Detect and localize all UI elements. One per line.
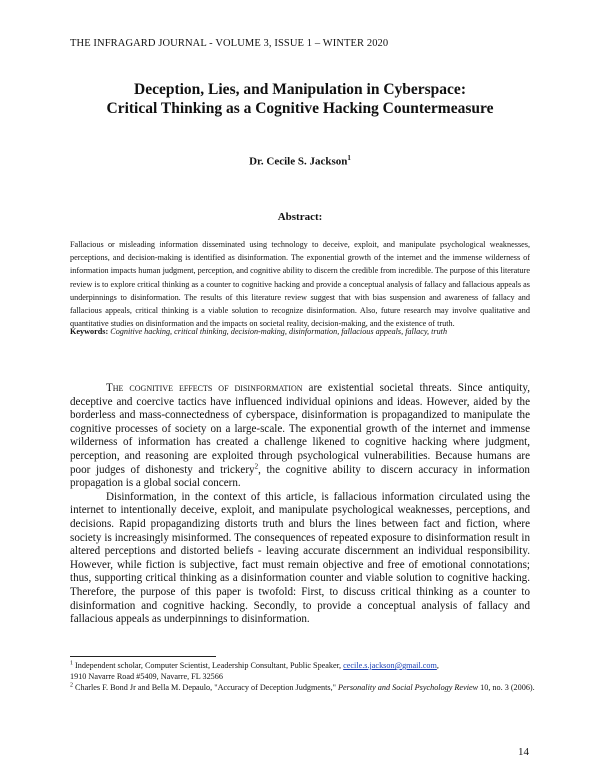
- footnote-1-address: 1910 Navarre Road #5409, Navarre, FL 32566: [70, 672, 223, 682]
- body-paragraph-2: Disinformation, in the context of this article, is fallacious information circulated using the internet to intentionally deceive, exploit, and manipulate psychological weaknesses, perceptions, and decisions. Rapid propagandizing distorts truth and blurs the lines between fact and fiction, where society is increasingly misinformed. The consequences of repeated exposure to disinformation result in altered perceptions and distorted beliefs - leaving accurate discernment an individual responsibility. However, while fiction is subjective, fact must remain objective and free of emotional connotations; thus, supporting critical thinking as a disinformation counter and viable solution to cognitive hacking. Therefore, the purpose of this paper is twofold: First, to discuss critical thinking as a counter to disinformation and cognitive hacking. Secondly, to provide a conceptual analysis of fallacy and fallacious appeals as underpinnings to disinformation.: [70, 490, 530, 626]
- footnote-1-text: Independent scholar, Computer Scientist, Leadership Consultant, Public Speaker,: [73, 661, 344, 670]
- author-email-link[interactable]: cecile.s.jackson@gmail.com: [343, 661, 437, 670]
- abstract-text: Fallacious or misleading information disseminated using technology to deceive, exploit, and manipulate psychological weaknesses, perceptions, and decision-making is identified as disinformation. The exponential growth of the internet and the immense wilderness of information impacts human judgment, perception, and cognitive ability to discern the credible from incredible. The purpose of this literature review is to explore critical thinking as a counter to cognitive hacking and provide a conceptual analysis of fallacy and fallacious appeals as underpinnings to disinformation. The results of this literature review suggest that with bias suspension and awareness of fallacy and fallacious appeals, critical thinking is a viable solution to recognize disinformation. Also, future research may involve qualitative and quantitative studies on disinformation and the impacts on societal reality, decision-making, and the existence of truth.: [70, 240, 530, 329]
- title-line-2: Critical Thinking as a Cognitive Hacking Countermeasure: [106, 100, 494, 117]
- keywords: [70, 326, 540, 338]
- title-line-1: Deception, Lies, and Manipulation in Cyberspace:: [134, 81, 466, 98]
- author: [0, 154, 600, 168]
- footnote-marker[interactable]: 2: [254, 461, 259, 470]
- footnotes: [70, 660, 540, 694]
- body-paragraph-1: [70, 382, 530, 491]
- author-name: Dr. Cecile S. Jackson: [249, 155, 348, 168]
- keywords-label: Keywords:: [70, 327, 109, 336]
- body-text: are existential societal threats. Since antiquity, deceptive and coercive tactics have influenced individual opinions and ideas. However, aided by the borderless and mass-connectedness of cyberspace, disinformation is propagandized to manipulate the cognitive processes of society on a large-scale. The exponential growth of the internet and immense wilderness of information has created a challenge likened to cognitive hacking where judgment, perception, and reasoning are exploited through psychological vulnerabilities. Because humans are poor judges of dishonesty and trickery: [70, 382, 530, 476]
- footnote-divider: [70, 656, 216, 657]
- footnote-1: [70, 660, 540, 671]
- footnote-2: [70, 682, 540, 693]
- page-number: 14: [518, 746, 529, 758]
- footnote-1-number: 1: [70, 660, 73, 667]
- footnote-2-journal: Personality and Social Psychology Review: [338, 683, 479, 693]
- body-text: , the cognitive ability to discern accuracy in information propagation is a global social concern.: [70, 463, 530, 490]
- lead-in: The cognitive effects of disinformation: [106, 382, 303, 394]
- journal-header: THE INFRAGARD JOURNAL - VOLUME 3, ISSUE 1 – WINTER 2020: [70, 38, 389, 49]
- abstract-heading: Abstract:: [277, 211, 323, 223]
- author-footnote-marker[interactable]: 1: [347, 154, 351, 162]
- keywords-list: Cognitive hacking, critical thinking, decision-making, disinformation, fallacious appeals, fallacy, truth: [110, 327, 448, 336]
- footnote-2-number: 2: [70, 682, 73, 689]
- footnote-2-text: Charles F. Bond Jr and Bella M. Depaulo, "Accuracy of Deception Judgments,": [73, 683, 339, 693]
- article-title: [0, 80, 600, 118]
- article-body: [70, 382, 530, 627]
- footnote-2-tail: 10, no. 3 (2006).: [478, 683, 535, 693]
- footnote-1-punct: ,: [436, 661, 439, 670]
